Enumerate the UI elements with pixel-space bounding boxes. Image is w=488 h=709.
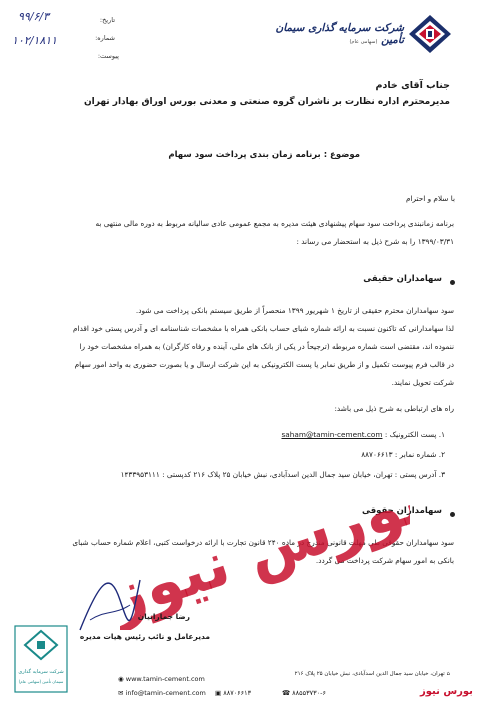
- footer-email[interactable]: [118, 689, 206, 697]
- signature-scribble-icon: [70, 560, 150, 644]
- greeting: با سلام و احترام: [405, 194, 455, 203]
- contact-item-email: [230, 426, 445, 443]
- ref-number: ۹۹/۶/۳: [18, 10, 50, 23]
- footer-phone: [282, 689, 326, 697]
- ref-code: ۱۰۲/۱۸۱۱: [12, 34, 58, 47]
- number-label: شماره:: [95, 34, 115, 42]
- subject-line: موضوع : برنامه زمان بندی پرداخت سود سهام: [168, 150, 360, 160]
- date-label: تاریخ:: [99, 16, 115, 24]
- bullet-legal: [450, 512, 455, 517]
- recipient-position: مدیرمحترم اداره نظارت بر ناشران گروه صنعتی و معدنی بورس اوراق بهادار تهران: [83, 97, 450, 107]
- email-link[interactable]: saham@tamin-cement.com: [281, 430, 383, 439]
- intro-line-1: برنامه زمانبندی پرداخت سود سهام پیشنهادی هیئت مدیره به مجمع عمومی عادی سالیانه مربوط به دوره مالی منتهی به: [95, 219, 454, 228]
- real-p3: ننموده اند، مقتضی است شماره مربوطه (ترجیحاً در یکی از بانک های ملی، آینده و رفاه کارگران) به همراه مشخصات خود را: [79, 342, 454, 351]
- contact-item-address: [40, 466, 445, 483]
- real-p4: در قالب فرم پیوست تکمیل و از طریق نمابر یا پست الکترونیکی به این شرکت ارسال و یا بصورت حضوری به واحد امور سهام: [74, 360, 454, 369]
- watermark-text: بورس نیوز: [120, 462, 410, 630]
- company-suffix: (سهامی عام): [349, 39, 378, 45]
- mail-icon: ✉: [118, 689, 126, 697]
- legal-p1: سود سهامداران حقوقی طی مهلت قانونی مندرج در ماده ۲۴۰ قانون تجارت با ارائه درخواست کتبی، اعلام شماره حساب شبای: [72, 538, 454, 547]
- stamp-line-1: شرکت سرمایه گذاری: [18, 669, 64, 675]
- address-text: تهران، خیابان سید جمال الدین اسدآبادی، نبش خیابان ۲۵ پلاک ۲۱۶: [294, 671, 445, 677]
- company-logo-icon: [408, 14, 452, 54]
- contact-label: پست الکترونیک :: [384, 430, 437, 439]
- footer-fax: [215, 689, 251, 697]
- contact-intro: راه های ارتباطی به شرح ذیل می باشد:: [334, 404, 454, 413]
- bullet-real: [450, 280, 455, 285]
- contact-label: شماره نمابر :: [394, 450, 437, 459]
- real-p2: لذا سهامدارانی که تاکنون نسبت به ارائه شماره شبای حساب بانکی همراه با مشخصات شناسنامه ای و آدرس پستی خود اقدام: [73, 324, 454, 333]
- fax-icon: ▣: [215, 689, 224, 697]
- legal-p2: بانکی به امور سهام شرکت پرداخت می گردد.: [315, 556, 454, 565]
- real-p1: سود سهامداران محترم حقیقی از تاریخ ۱ شهریور ۱۳۹۹ منحصراً از طریق سیستم بانکی پرداخت می شود.: [135, 306, 454, 315]
- intro-line-2: ۱۳۹۹/۰۳/۳۱ را به شرح ذیل به استحضار می رساند :: [296, 237, 454, 246]
- section-real-heading: سهامداران حقیقی: [363, 274, 442, 284]
- company-stamp: [14, 625, 68, 693]
- signature-title: مدیرعامل و نائب رئیس هیات مدیره: [79, 632, 210, 641]
- fax-number: ۸۸۷۰۶۶۱۳: [361, 450, 393, 459]
- contact-label: آدرس پستی : تهران، خیابان سید جمال الدین اسدآبادی، نبش خیابان ۲۵ پلاک ۲۱۶ کدپستی : ۱۴۳۳۹۵۳۱۱۱: [120, 470, 437, 479]
- contact-num: ۳.: [438, 470, 445, 479]
- section-legal-heading: سهامداران حقوقی: [361, 506, 442, 516]
- phone-icon: ☎: [282, 689, 293, 697]
- globe-icon: ◉: [118, 675, 126, 683]
- brand-tag: بورس نیوز: [420, 686, 473, 697]
- contact-num: ۱.: [438, 430, 445, 439]
- contact-item-fax: [300, 446, 445, 463]
- fax-text: ۸۸۷۰۶۶۱۳: [223, 689, 252, 697]
- location-icon: ⌂: [444, 671, 450, 677]
- company-name-text: شرکت سرمایه گذاری سیمان تأمین: [275, 22, 404, 46]
- recipient-salutation: جناب آقای خادم: [375, 80, 450, 91]
- company-name: [270, 22, 404, 46]
- footer-address: [270, 671, 450, 677]
- phone-text: ۸۸۵۵۳۷۳۰-۶: [292, 689, 326, 697]
- footer-website[interactable]: [118, 675, 205, 683]
- email-text: info@tamin-cement.com: [125, 689, 206, 697]
- real-p5: شرکت تحویل نمایند.: [391, 378, 454, 387]
- attachment-label: پیوست:: [97, 52, 119, 60]
- contact-num: ۲.: [438, 450, 445, 459]
- signature-name: رضا جمارانیان: [137, 612, 190, 621]
- stamp-line-2: سیمان تأمین (سهامی عام): [18, 679, 64, 684]
- website-text: www.tamin-cement.com: [125, 675, 205, 683]
